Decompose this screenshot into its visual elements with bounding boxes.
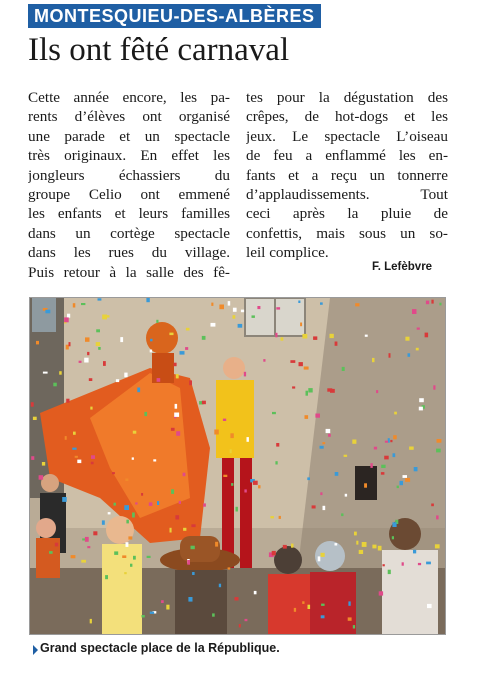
body-line: dans les rues du village.: [28, 244, 230, 262]
body-line: une parade et un spectacle: [28, 127, 230, 145]
photo-caption: Grand spectacle place de la République.: [40, 641, 280, 655]
body-line: de feu a enflammé les en-: [246, 147, 448, 165]
body-line: d’applaudissements. Tout: [246, 185, 448, 203]
body-line: Cette année encore, les pa-: [28, 89, 230, 106]
body-line: tes pour la dégustation des: [246, 89, 448, 106]
body-line: leil complice.: [246, 244, 329, 262]
body-line: rents d’élèves ont organisé: [28, 108, 230, 126]
body-line: dans un cortège spectacle: [28, 224, 230, 242]
body-line: jongleurs échassiers du: [28, 166, 230, 184]
body-line: jeux. Le spectacle L’oiseau: [246, 127, 448, 145]
author-byline: F. Lefèbvre: [372, 261, 433, 273]
caption-marker-icon: [33, 645, 38, 655]
body-line: très originaux. En effet les: [28, 147, 230, 165]
body-line: groupe Celio ont emmené: [28, 185, 230, 203]
body-line: ceci après la pluie de: [246, 205, 448, 223]
body-line: crêpes, de hot-dogs et les: [246, 108, 448, 126]
body-line: Puis retour à la salle des fê-: [28, 263, 230, 281]
article-body-right-column: [246, 88, 448, 263]
body-line: fants et a reçu un tonnerre: [246, 166, 448, 184]
carnival-photo: [29, 297, 446, 635]
article-body-left-column: [28, 88, 230, 282]
section-kicker: MONTESQUIEU-DES-ALBÈRES: [28, 4, 321, 28]
body-line: les enfants et leurs familles: [28, 205, 230, 223]
article-headline: Ils ont fêté carnaval: [28, 32, 290, 68]
body-line: confettis, mais sous un so-: [246, 224, 448, 242]
